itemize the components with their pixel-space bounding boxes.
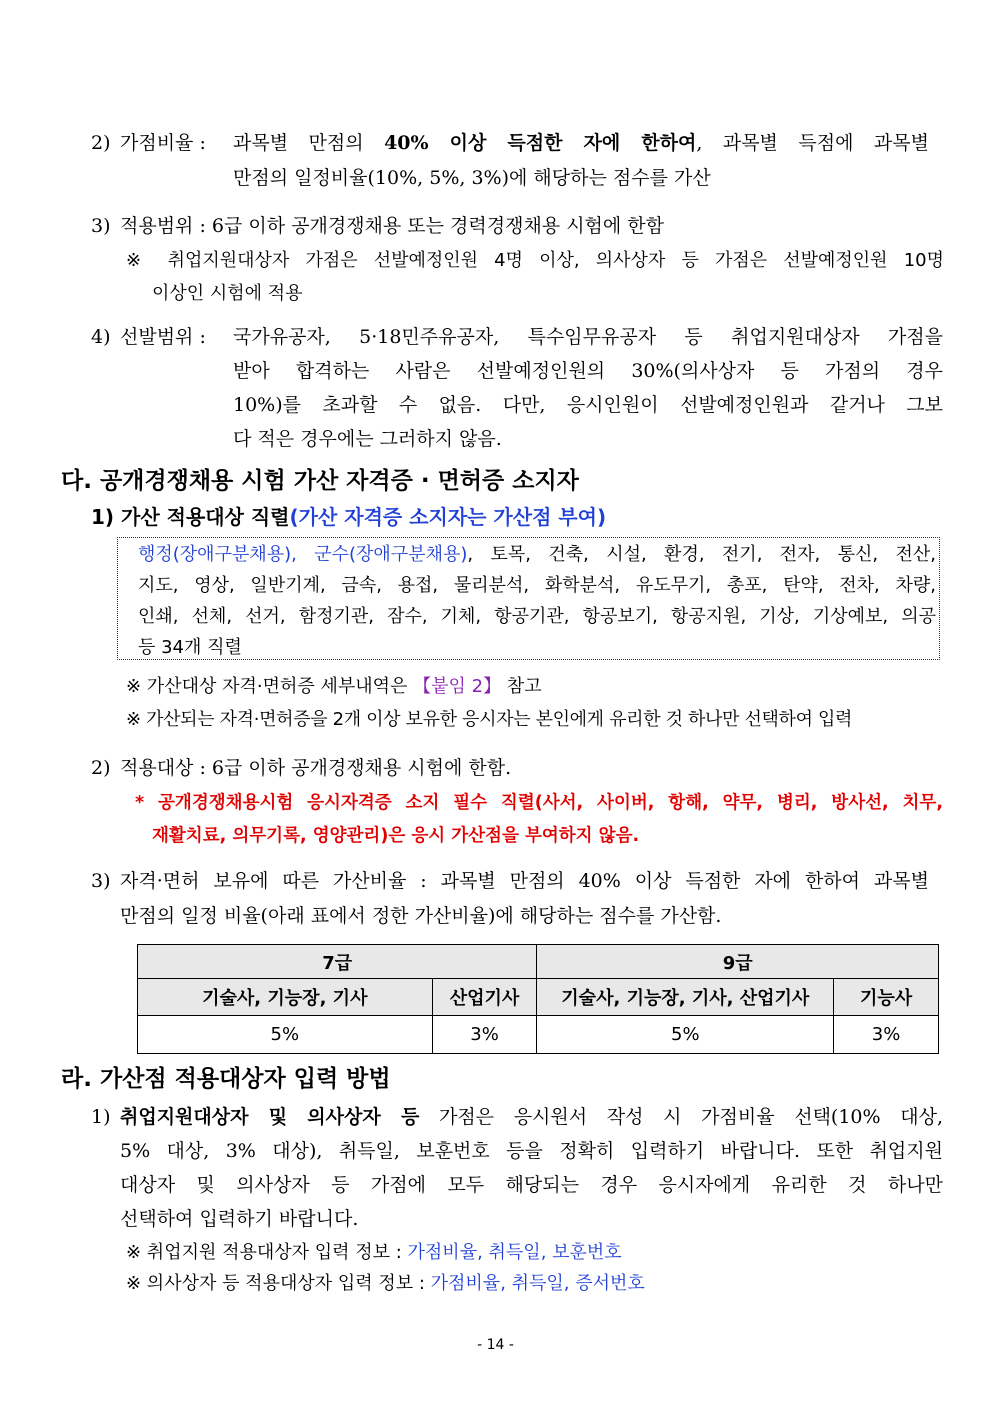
paragraph-line: 만점의 일정 비율(아래 표에서 정한 가산비율)에 해당하는 점수를 가산함. — [120, 905, 722, 927]
note-line: 이상인 시험에 적용 — [152, 283, 303, 304]
subsection-heading: 1) 가산 적용대상 직렬(가산 자격증 소지자는 가산점 부여) — [91, 505, 607, 529]
table-cell: 5% — [138, 1016, 433, 1054]
paragraph-line: 선택하여 입력하기 바랍니다. — [120, 1208, 359, 1230]
grade-9-header: 9급 — [537, 945, 939, 979]
table-cell: 3% — [834, 1016, 939, 1054]
table-row — [138, 1016, 939, 1054]
paragraph-line: 다 적은 경우에는 그러하지 않음. — [233, 428, 502, 450]
box-line: 지도, 영상, 일반기계, 금속, 용접, 물리분석, 화학분석, 유도무기, 총포, 탄약, 전차, 차량, — [138, 575, 936, 596]
grade-7-header: 7급 — [138, 945, 537, 979]
warning-line: * 공개경쟁채용시험 응시자격증 소지 필수 직렬(사서, 사이버, 항해, 약무, 병리, 방사선, 치무, — [135, 793, 943, 813]
paragraph-line: 만점의 일정비율(10%, 5%, 3%)에 해당하는 점수를 가산 — [233, 167, 711, 189]
section-heading: 다. 공개경쟁채용 시험 가산 자격증 · 면허증 소지자 — [61, 468, 579, 494]
page-number: - 14 - — [477, 1337, 514, 1353]
note-line: ※ 취업지원대상자 가점은 선발예정인원 4명 이상, 의사상자 등 가점은 선발예정인원 10명 — [126, 250, 944, 271]
job-series-box — [117, 537, 940, 660]
table-row — [138, 979, 939, 1016]
section-heading: 라. 가산점 적용대상자 입력 방법 — [61, 1066, 391, 1092]
table-header-cell: 기능사 — [834, 979, 939, 1016]
item-number: 4) — [91, 326, 111, 348]
table-header-cell: 기술사, 기능장, 기사 — [138, 979, 433, 1016]
box-line: 등 34개 직렬 — [138, 637, 242, 658]
paragraph-line: 5% 대상, 3% 대상), 취득일, 보훈번호 등을 정확히 입력하기 바랍니다. 또한 취업지원 — [120, 1140, 943, 1162]
table-row — [138, 945, 939, 979]
paragraph-line: 적용대상 : 6급 이하 공개경쟁채용 시험에 한함. — [120, 757, 512, 779]
note-line: ※ 가산대상 자격·면허증 세부내역은 【붙임 2】 참고 — [126, 676, 542, 697]
item-number: 3) — [91, 215, 111, 237]
note-line: ※ 가산되는 자격·면허증을 2개 이상 보유한 응시자는 본인에게 유리한 것 하나만 선택하여 입력 — [126, 709, 853, 730]
bonus-rate-table — [137, 944, 939, 1054]
item-number: 1) — [91, 1106, 111, 1128]
item-label: 가점비율 : — [120, 132, 206, 154]
item-number: 3) — [91, 870, 111, 892]
paragraph-line: 대상자 및 의사상자 등 가점에 모두 해당되는 경우 응시자에게 유리한 것 하나만 — [120, 1174, 943, 1196]
note-line: ※ 취업지원 적용대상자 입력 정보 : 가점비율, 취득일, 보훈번호 — [126, 1242, 622, 1263]
item-label: 선발범위 : — [120, 326, 206, 348]
paragraph-line: 적용범위 : 6급 이하 공개경쟁채용 또는 경력경쟁채용 시험에 한함 — [120, 215, 665, 237]
table-header-cell: 기술사, 기능장, 기사, 산업기사 — [537, 979, 834, 1016]
paragraph-line: 취업지원대상자 및 의사상자 등 가점은 응시원서 작성 시 가점비율 선택(10% 대상, — [120, 1106, 943, 1128]
table-cell: 5% — [537, 1016, 834, 1054]
table-cell: 3% — [432, 1016, 537, 1054]
paragraph-line: 과목별 만점의 40% 이상 득점한 자에 한하여, 과목별 득점에 과목별 — [233, 132, 929, 154]
table-header-cell: 산업기사 — [432, 979, 537, 1016]
box-line: 인쇄, 선체, 선거, 함정기관, 잠수, 기체, 항공기관, 항공보기, 항공지원, 기상, 기상예보, 의공 — [138, 606, 936, 627]
item-number: 2) — [91, 757, 111, 779]
item-number: 2) — [91, 132, 111, 154]
box-line: 행정(장애구분채용), 군수(장애구분채용), 토목, 건축, 시설, 환경, 전기, 전자, 통신, 전산, — [138, 544, 936, 565]
warning-line: 재활치료, 의무기록, 영양관리)은 응시 가산점을 부여하지 않음. — [152, 826, 640, 846]
paragraph-line: 자격·면허 보유에 따른 가산비율 : 과목별 만점의 40% 이상 득점한 자에 한하여 과목별 — [120, 870, 929, 892]
paragraph-line: 10%)를 초과할 수 없음. 다만, 응시인원이 선발예정인원과 같거나 그보 — [233, 394, 943, 416]
note-line: ※ 의사상자 등 적용대상자 입력 정보 : 가점비율, 취득일, 증서번호 — [126, 1273, 645, 1294]
paragraph-line: 국가유공자, 5·18민주유공자, 특수임무유공자 등 취업지원대상자 가점을 — [233, 326, 943, 348]
paragraph-line: 받아 합격하는 사람은 선발예정인원의 30%(의사상자 등 가점의 경우 — [233, 360, 943, 382]
